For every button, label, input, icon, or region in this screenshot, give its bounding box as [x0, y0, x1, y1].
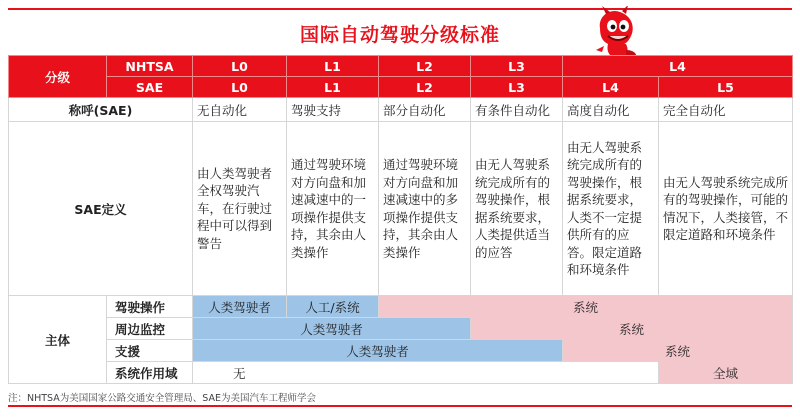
- classification-table: [8, 55, 793, 384]
- names-row: [9, 98, 793, 122]
- names-label: 称呼(SAE): [9, 98, 193, 122]
- subject-row-driving: [9, 296, 793, 318]
- sae-level: L3: [471, 77, 563, 98]
- subject-row-domain: [9, 362, 793, 384]
- nhtsa-row: [9, 56, 793, 77]
- system-cell: 系统: [563, 340, 793, 362]
- none-cell: 无: [193, 362, 659, 384]
- nhtsa-label: NHTSA: [107, 56, 193, 77]
- level-definition: 由无人驾驶系统完成所有的驾驶操作，可能的情况下，人类接管，不限定道路和环境条件: [659, 122, 793, 296]
- subject-row-label: 周边监控: [107, 318, 193, 340]
- nhtsa-level: L0: [193, 56, 287, 77]
- title-bar: [8, 8, 792, 56]
- sae-level: L5: [659, 77, 793, 98]
- human-cell: 人类驾驶者: [193, 318, 471, 340]
- subject-row-monitoring: [9, 318, 793, 340]
- level-name: 有条件自动化: [471, 98, 563, 122]
- level-definition: 通过驾驶环境对方向盘和加速减速中的多项操作提供支持，其余由人类操作: [379, 122, 471, 296]
- nhtsa-level: L2: [379, 56, 471, 77]
- level-definition: 由人类驾驶者全权驾驶汽车，在行驶过程中可以得到警告: [193, 122, 287, 296]
- subject-row-support: [9, 340, 793, 362]
- sae-level: L1: [287, 77, 379, 98]
- page-title: 国际自动驾驶分级标准: [299, 23, 500, 46]
- subject-row-label: 驾驶操作: [107, 296, 193, 318]
- bottom-divider: [8, 405, 792, 407]
- definitions-label: SAE定义: [9, 122, 193, 296]
- subject-row-label: 支援: [107, 340, 193, 362]
- sae-row: [9, 77, 793, 98]
- level-name: 无自动化: [193, 98, 287, 122]
- level-label: 分级: [9, 56, 107, 98]
- sae-level: L2: [379, 77, 471, 98]
- level-definition: 由无人驾驶系统完成所有的驾驶操作，根据系统要求，人类提供适当的应答: [471, 122, 563, 296]
- subject-row-label: 系统作用域: [107, 362, 193, 384]
- level-name: 完全自动化: [659, 98, 793, 122]
- level-name: 驾驶支持: [287, 98, 379, 122]
- level-definition: 通过驾驶环境对方向盘和加速减速中的一项操作提供支持，其余由人类操作: [287, 122, 379, 296]
- dragon-mascot-icon: [588, 6, 642, 62]
- sae-level: L4: [563, 77, 659, 98]
- sae-level: L0: [193, 77, 287, 98]
- human-cell: 人类驾驶者: [193, 296, 287, 318]
- mixed-cell: 人工/系统: [287, 296, 379, 318]
- subject-label: 主体: [9, 296, 107, 384]
- human-cell: 人类驾驶者: [193, 340, 563, 362]
- nhtsa-level: L3: [471, 56, 563, 77]
- system-cell: 系统: [471, 318, 793, 340]
- system-cell: 系统: [379, 296, 793, 318]
- footnote: 注：NHTSA为美国国家公路交通安全管理局、SAE为美国汽车工程师学会: [8, 393, 316, 404]
- sae-label: SAE: [107, 77, 193, 98]
- definitions-row: [9, 122, 793, 296]
- level-name: 部分自动化: [379, 98, 471, 122]
- level-definition: 由无人驾驶系统完成所有的驾驶操作，根据系统要求，人类不一定提供所有的应答。限定道路和环境条件: [563, 122, 659, 296]
- full-domain-cell: 全域: [659, 362, 793, 384]
- nhtsa-level: L4: [563, 56, 793, 77]
- level-name: 高度自动化: [563, 98, 659, 122]
- nhtsa-level: L1: [287, 56, 379, 77]
